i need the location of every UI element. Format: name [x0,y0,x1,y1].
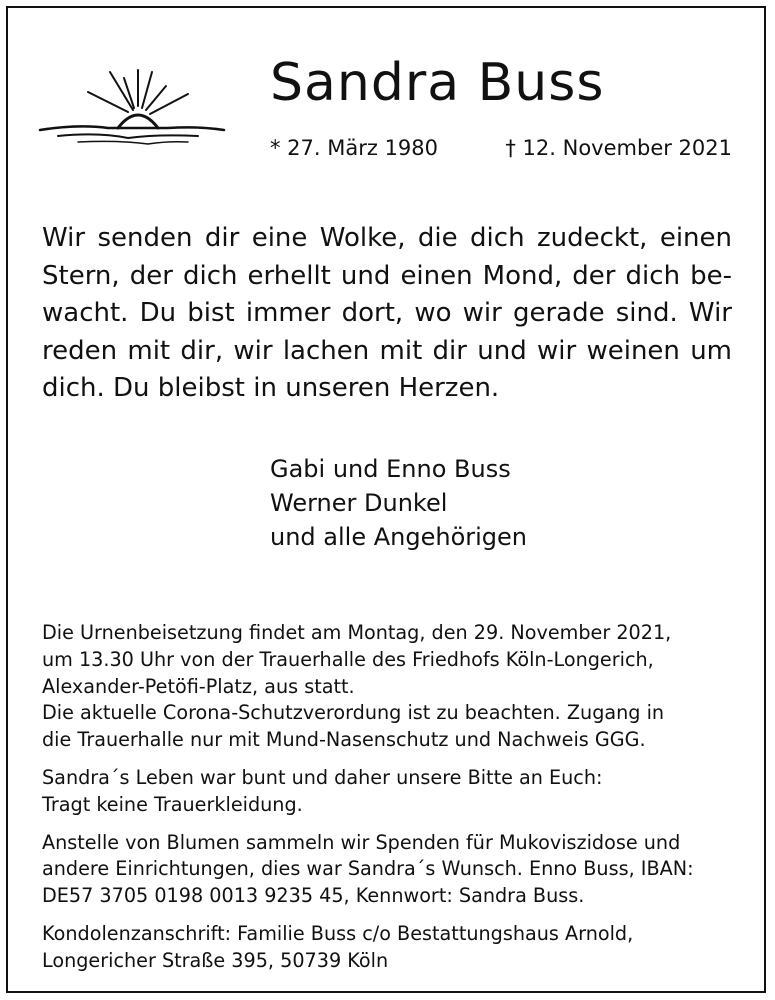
info-line: Anstelle von Blumen sammeln wir Spenden für Mukoviszidose und [42,830,681,854]
info-line: andere Einrichtungen, dies war Sandra´s Wunsch. Enno Buss, IBAN: [42,857,694,881]
info-line: Sandra´s Leben war bunt und daher unsere Bitte an Euch: [42,765,603,789]
memorial-poem: Wir senden dir eine Wolke, die dich zudeckt, einen Stern, der dich erhellt und einen Mond, der dich bewacht. Du bist immer dort, wo wir gerade sind. Wir reden mit dir, wir lachen mit dir und wir weinen um dich. Du bleibst in unseren Herzen. [42,223,732,403]
info-line: Tragt keine Trauerkleidung. [42,792,303,816]
birth-date: * 27. März 1980 [270,136,439,160]
signers-block [270,452,527,554]
signer-line: und alle Angehörigen [270,523,527,551]
signer-line: Werner Dunkel [270,489,448,517]
info-line: Longericher Straße 395, 50739 Köln [42,948,389,972]
info-line: Die Urnenbeisetzung findet am Montag, den 29. November 2021, [42,621,672,644]
signer-line: Gabi und Enno Buss [270,455,511,483]
life-dates [270,136,732,160]
clothing-request [42,765,742,819]
info-line: Die aktuelle Corona-Schutzverordung ist zu beachten. Zugang in [42,701,665,725]
funeral-info [42,620,742,986]
sunset-icon [38,62,228,154]
info-line: DE57 3705 0198 0013 9235 45, Kennwort: Sandra Buss. [42,884,585,908]
info-line: die Trauerhalle nur mit Mund-Nasenschutz und Nachweis GGG. [42,728,646,752]
condolence-address [42,921,742,975]
info-line: um 13.30 Uhr von der Trauerhalle des Friedhofs Köln-Longerich, [42,647,654,671]
deceased-name: Sandra Buss [270,53,605,113]
donation-request [42,830,742,910]
funeral-details [42,620,742,754]
info-line: Kondolenzanschrift: Familie Buss c/o Bestattungshaus Arnold, [42,921,634,945]
death-date: † 12. November 2021 [505,136,732,160]
info-line: Alexander-Petöfi-Platz, aus statt. [42,674,355,698]
